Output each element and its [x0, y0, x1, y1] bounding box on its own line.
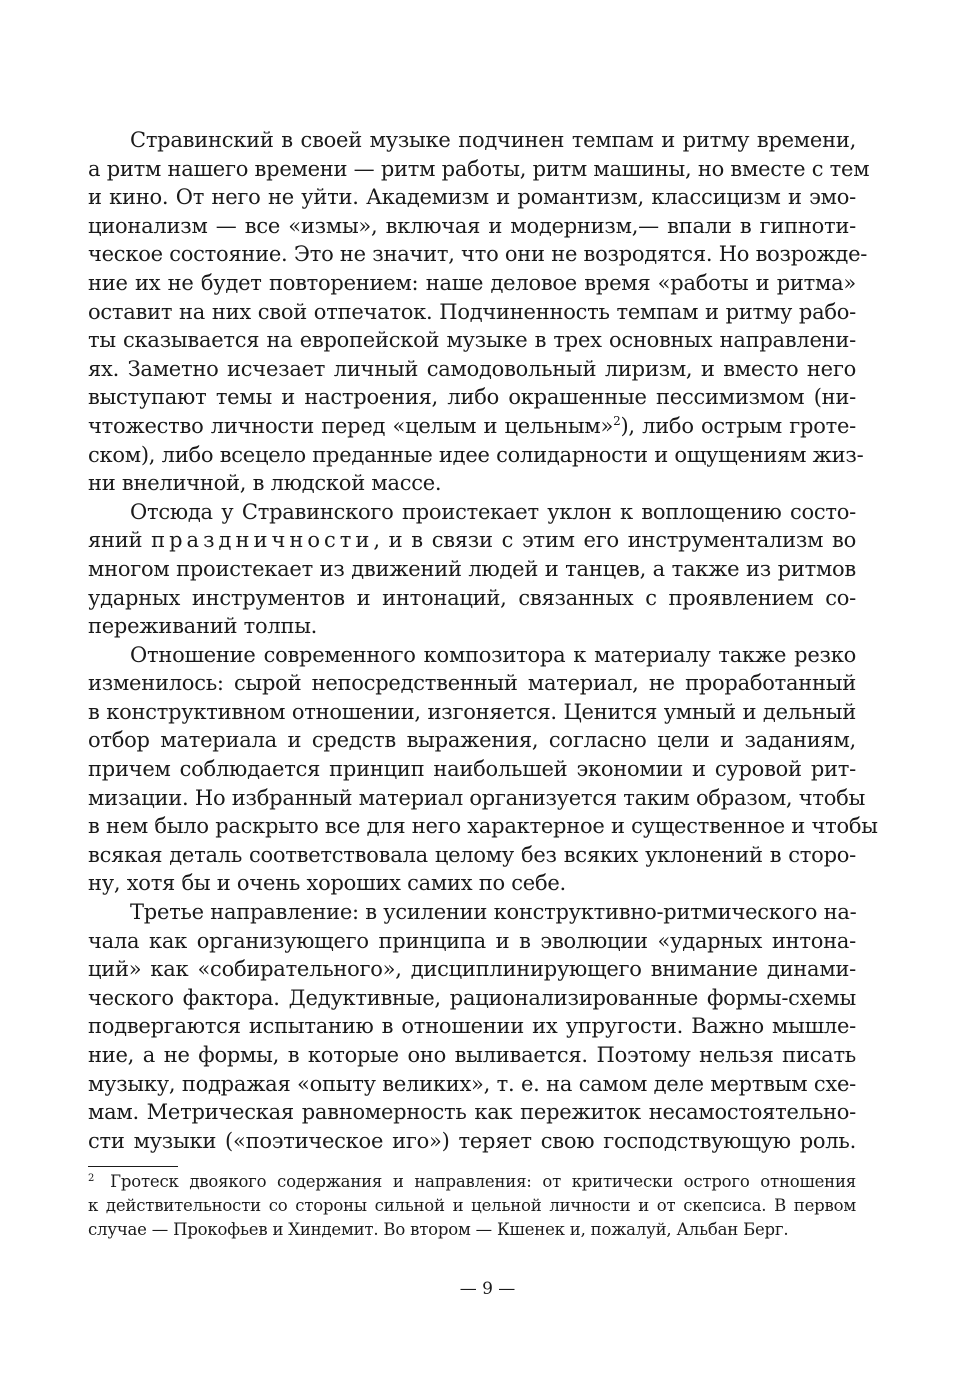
text-line: многом проистекает из движений людей и танцев, а также из ритмов	[88, 556, 856, 581]
footnote-reference[interactable]: 2	[613, 413, 621, 428]
text-line: ческое состояние. Это не значит, что они не возродятся. Но возрожде-	[88, 242, 868, 267]
footnote-line	[88, 1170, 856, 1194]
paragraph	[88, 898, 856, 1155]
body-text	[88, 126, 878, 1155]
text-line: в конструктивном отношении, изгоняется. Ценится умный и дельный	[88, 699, 856, 724]
footnote	[88, 1170, 856, 1242]
text-line: мизации. Но избранный материал организуется таким образом, чтобы	[88, 785, 866, 810]
emphasized-word: праздничности	[151, 528, 374, 553]
footnote-marker: 2	[88, 1173, 95, 1184]
footnote-line: случае — Прокофьев и Хиндемит. Во втором — Кшенек и, пожалуй, Альбан Берг.	[88, 1220, 789, 1239]
text-line: ну, хотя бы и очень хороших самих по себе.	[88, 871, 566, 896]
text-line: чала как организующего принципа и в эволюции «ударных интона-	[88, 928, 856, 953]
text-line: изменилось: сырой непосредственный материал, не проработанный	[88, 671, 856, 696]
text-line: и кино. От него не уйти. Академизм и романтизм, классицизм и эмо-	[88, 185, 856, 210]
text-segment: яний	[88, 528, 152, 553]
page-number: — 9 —	[459, 1279, 516, 1299]
text-line: отбор материала и средств выражения, согласно цели и заданиям,	[88, 728, 856, 753]
text-line: Стравинский в своей музыке подчинен темпам и ритму времени,	[130, 128, 856, 152]
text-line: ние их не будет повторением: наше деловое время «работы и ритма»	[88, 270, 856, 295]
text-segment: ), либо острым гроте-	[620, 413, 856, 438]
text-line	[88, 526, 856, 555]
text-line: Отсюда у Стравинского проистекает уклон к воплощению состо-	[130, 499, 856, 524]
paragraph	[88, 641, 878, 898]
text-line: подвергаются испытанию в отношении их упругости. Важно мышле-	[88, 1014, 856, 1039]
text-line: Третье направление: в усилении конструктивно-ритмического на-	[130, 900, 857, 925]
text-line: в нем было раскрыто все для него характерное и существенное и чтобы	[88, 814, 878, 839]
text-line: ты сказывается на европейской музыке в трех основных направлени-	[88, 328, 856, 353]
paragraph	[88, 498, 856, 641]
text-line: ях. Заметно исчезает личный самодовольный лиризм, и вместо него	[88, 356, 856, 381]
text-line: причем соблюдается принцип наибольшей экономии и суровой рит-	[88, 757, 856, 782]
text-line: Отношение современного композитора к материалу также резко	[130, 642, 856, 667]
text-line: ционализм — все «измы», включая и модернизм,— впали в гипноти-	[88, 213, 856, 238]
footnote-line: к действительности со стороны сильной и цельной личности и от скепсиса. В первом	[88, 1196, 856, 1215]
text-line: а ритм нашего времени — ритм работы, ритм машины, но вместе с тем	[88, 156, 870, 181]
footnote-divider	[88, 1166, 178, 1167]
text-line: всякая деталь соответствовала целому без всяких уклонений в сторо-	[88, 842, 856, 867]
text-segment: чтожество личности перед «целым и цельным»	[88, 413, 614, 438]
text-line: ском), либо всецело преданные идее солидарности и ощущениям жиз-	[88, 442, 864, 467]
text-line: ций» как «собирательного», дисциплинирующего внимание динами-	[88, 957, 856, 982]
text-line: ни внеличной, в людской массе.	[88, 471, 442, 496]
text-segment: , и в связи с этим его инструментализм во	[373, 528, 856, 553]
text-line: сти музыки («поэтическое иго») теряет свою господствующую роль.	[88, 1128, 856, 1153]
text-line: мам. Метрическая равномерность как пережиток несамостоятельно-	[88, 1100, 856, 1125]
text-line: переживаний толпы.	[88, 614, 318, 639]
paragraph	[88, 126, 870, 498]
text-line: ние, а не формы, в которые оно выливается. Поэтому нельзя писать	[88, 1043, 856, 1067]
footnote-text: Гротеск двоякого содержания и направления: от критически острого отношения	[110, 1172, 856, 1191]
text-line: музыку, подражая «опыту великих», т. е. на самом деле мертвым схе-	[88, 1071, 856, 1096]
text-line: ческого фактора. Дедуктивные, рационализированные формы-схемы	[88, 985, 856, 1010]
text-line: оставит на них свой отпечаток. Подчиненность темпам и ритму рабо-	[88, 299, 856, 324]
text-line	[88, 412, 856, 441]
text-line: выступают темы и настроения, либо окрашенные пессимизмом (ни-	[88, 385, 856, 410]
text-line: ударных инструментов и интонаций, связанных с проявлением со-	[88, 585, 856, 610]
